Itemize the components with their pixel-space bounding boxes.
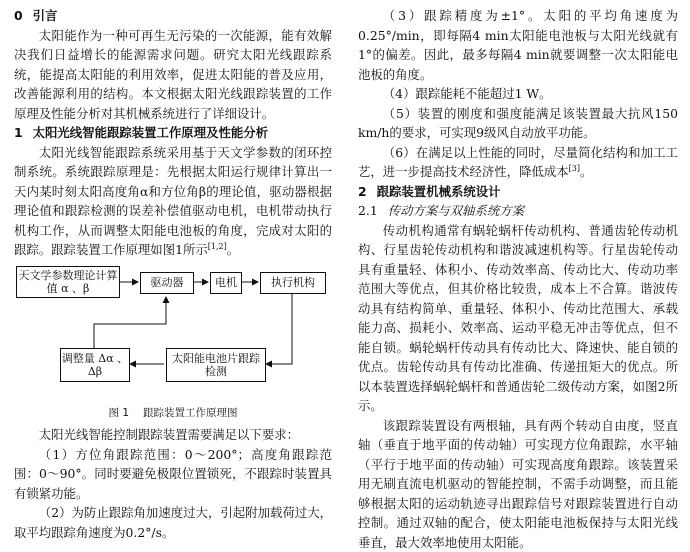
box-motor: 电机 <box>210 272 242 294</box>
dual-axis-paragraph: 该跟踪装置设有两根轴，具有两个转动自由度，竖直轴（垂直于地平面的传动轴）可实现方位角跟踪，水平轴（平行于地平面的传动轴）可实现高度角跟踪。该装置采用无刷直流电机驱动的智能控制，不需手动调整，而且能够根据太阳的运动轨迹寻出跟踪信号对跟踪装置进行自动控制。通过双轴的配合，使太阳能电池板保持与太阳光线垂直，最大效率地使用太阳能。 <box>358 416 678 552</box>
right-column <box>358 6 678 552</box>
section-2-title: 跟踪装置机械系统设计 <box>377 184 501 199</box>
box-solar-cell-detection: 太阳能电池片跟踪检测 <box>166 348 266 382</box>
requirement-5: （5）装置的刚度和强度能满足该装置最大抗风150 km/h的要求，可实现9级风自动放平功能。 <box>358 104 678 143</box>
transmission-paragraph: 传动机构通常有蜗轮蜗杆传动机构、普通齿轮传动机构、行星齿轮传动机构和谐波减速机构等。行星齿轮传动具有重量轻、体积小、传动效率高、传动比大、传动功率范围大等优点，但其价格比较贵，成本上不合算。谐波传动具有结构简单、重量轻、体积小、传动比范围大、承载能力高、损耗小、效率高、运动平稳无冲击等优点，但不能自锁。蜗轮蜗杆传动具有传动比大、降速快、能自锁的优点。齿轮传动具有传动比准确、传递扭矩大的优点。所以本装置选择蜗轮蜗杆和普通齿轮二级传动方案，如图2所示。 <box>358 221 678 416</box>
box-astronomical-calculation: 天文学参数理论计算值 α 、β <box>16 266 120 298</box>
section-0-number: 0 <box>14 8 23 23</box>
principle-end: 。 <box>227 242 239 257</box>
section-2-number: 2 <box>358 184 367 199</box>
section-1-heading <box>14 123 332 143</box>
section-1-number: 1 <box>14 125 23 140</box>
requirement-6 <box>358 143 678 182</box>
box-adjustment: 调整量 Δα 、Δβ <box>60 348 130 382</box>
section-0-heading <box>14 6 332 26</box>
box-driver: 驱动器 <box>140 272 194 294</box>
principle-paragraph <box>14 143 332 260</box>
requirement-1: （1）方位角跟踪范围：0～200°；高度角跟踪范围：0～90°。同时要避免极限位置锁死，不跟踪时装置具有锁紧功能。 <box>14 445 332 504</box>
requirement-2: （2）为防止跟踪角加速度过大，引起附加载荷过大，取平均跟踪角速度为0.2°/s。 <box>14 503 332 542</box>
section-1-title: 太阳光线智能跟踪装置工作原理及性能分析 <box>33 125 268 140</box>
figure-1-number: 图 1 <box>108 407 129 419</box>
requirement-4: （4）跟踪能耗不能超过1 W。 <box>358 84 678 104</box>
figure-1-caption <box>14 404 332 424</box>
figure-1-diagram <box>14 264 332 402</box>
figure-1-caption-text: 跟踪装置工作原理图 <box>143 407 238 419</box>
requirement-3: （3）跟踪精度为±1°。太阳的平均角速度为0.25°/min，即每隔4 min太阳能电池板与太阳光线就有1°的偏差。因此，最多每隔4 min就要调整一次太阳能电池板的角度。 <box>358 6 678 84</box>
requirements-intro: 太阳光线智能控制跟踪装置需要满足以下要求： <box>14 425 332 445</box>
left-column <box>14 6 332 542</box>
arrow-exec-to-detect <box>266 294 292 364</box>
subsection-2-1-heading <box>358 201 678 221</box>
requirement-6-reference: [3] <box>569 164 580 173</box>
section-2-heading <box>358 182 678 202</box>
section-0-title: 引言 <box>33 8 58 23</box>
arrow-adjust-to-driver <box>94 297 166 348</box>
subsection-2-1-number: 2.1 <box>358 203 378 218</box>
requirement-6-text: （6）在满足以上性能的同时，尽量简化结构和加工工艺，进一步提高技术经济性，降低成本 <box>358 145 678 180</box>
principle-reference: [1,2] <box>208 242 227 251</box>
requirement-6-end: 。 <box>580 164 592 179</box>
intro-paragraph: 太阳能作为一种可再生无污染的一次能源，能有效解决我们日益增长的能源需求问题。研究太阳光线跟踪系统，能提高太阳能的利用效率，促进太阳能的普及应用，改善能源利用的结构。本文根据太阳光线跟踪装置的工作原理及性能分析对其机械系统进行了详细设计。 <box>14 26 332 124</box>
principle-text: 太阳光线智能跟踪系统采用基于天文学参数的闭环控制系统。系统跟踪原理是：先根据太阳运行规律计算出一天内某时刻太阳高度角α和方位角β的理论值，驱动器根据理论值和跟踪检测的误差补偿值驱动电机，电机带动执行机构工作，从而调整太阳能电池板的角度，完成对太阳的跟踪。跟踪装置工作原理如图1所示 <box>14 145 332 258</box>
subsection-2-1-title: 传动方案与双轴系统方案 <box>388 203 524 218</box>
box-actuator: 执行机构 <box>260 272 326 294</box>
